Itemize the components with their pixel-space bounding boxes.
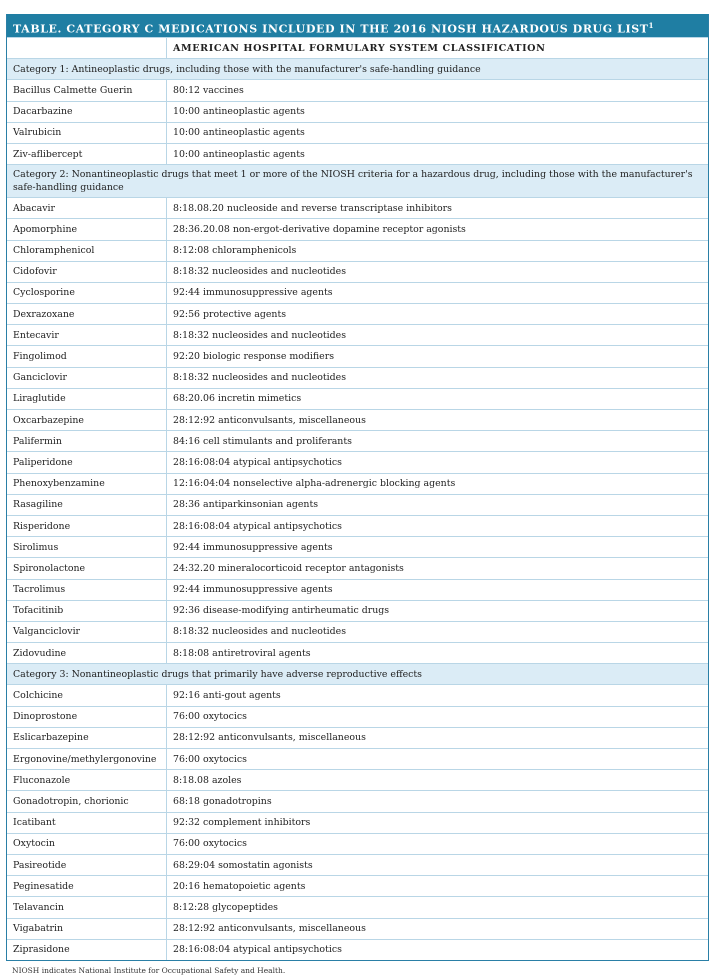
drug-name-cell: Entecavir	[7, 325, 167, 345]
table-row	[7, 409, 708, 430]
table-row	[7, 790, 708, 811]
classification-cell: 92:36 disease-modifying antirheumatic drugs	[173, 605, 390, 617]
drug-name-cell: Cyclosporine	[7, 283, 167, 303]
table-title-text: TABLE. CATEGORY C MEDICATIONS INCLUDED IN THE 2016 NIOSH HAZARDOUS DRUG LIST	[13, 22, 649, 36]
classification-cell: 80:12 vaccines	[173, 84, 244, 96]
classification-cell: 20:16 hematopoietic agents	[173, 880, 306, 892]
table-row	[7, 79, 708, 100]
drug-name-cell: Apomorphine	[7, 219, 167, 239]
table-row	[7, 727, 708, 748]
drug-name-cell: Spironolactone	[7, 558, 167, 578]
table-row	[7, 261, 708, 282]
table-row	[7, 218, 708, 239]
table-row	[7, 367, 708, 388]
table-row	[7, 282, 708, 303]
table-row	[7, 896, 708, 917]
drug-name-cell: Ergonovine/methylergonovine	[7, 749, 167, 769]
classification-cell: 8:18:08 antiretroviral agents	[173, 647, 311, 659]
table-row	[7, 918, 708, 939]
drug-name-cell: Palifermin	[7, 431, 167, 451]
classification-cell: 10:00 antineoplastic agents	[173, 127, 305, 139]
drug-name-cell: Sirolimus	[7, 537, 167, 557]
table-row	[7, 143, 708, 164]
classification-cell: 76:00 oxytocics	[173, 753, 247, 765]
classification-cell: 12:16:04:04 nonselective alpha-adrenergic blocking agents	[173, 478, 456, 490]
classification-cell: 8:18:32 nucleosides and nucleotides	[173, 329, 347, 341]
drug-name-cell: Chloramphenicol	[7, 241, 167, 261]
classification-cell: 92:20 biologic response modifiers	[173, 351, 335, 363]
table-row	[7, 473, 708, 494]
table-row	[7, 324, 708, 345]
classification-cell: 68:20.06 incretin mimetics	[173, 393, 302, 405]
drug-name-cell: Gonadotropin, chorionic	[7, 791, 167, 811]
drug-name-cell: Valganciclovir	[7, 622, 167, 642]
classification-cell: 28:16:08:04 atypical antipsychotics	[173, 944, 342, 956]
table-row	[7, 197, 708, 218]
table-row	[7, 600, 708, 621]
drug-name-cell: Dexrazoxane	[7, 304, 167, 324]
classification-cell: 28:16:08:04 atypical antipsychotics	[173, 456, 342, 468]
classification-cell: 68:18 gonadotropins	[173, 795, 272, 807]
classification-cell: 28:12:92 anticonvulsants, miscellaneous	[173, 414, 366, 426]
drug-name-cell: Tacrolimus	[7, 580, 167, 600]
drug-name-cell: Liraglutide	[7, 389, 167, 409]
drug-name-cell: Telavancin	[7, 897, 167, 917]
drug-name-cell: Paliperidone	[7, 452, 167, 472]
table-row	[7, 122, 708, 143]
drug-name-cell: Eslicarbazepine	[7, 728, 167, 748]
classification-cell: 8:18:32 nucleosides and nucleotides	[173, 372, 347, 384]
table-row	[7, 430, 708, 451]
table-row	[7, 579, 708, 600]
table-row	[7, 833, 708, 854]
classification-cell: 8:18.08.20 nucleoside and reverse transcriptase inhibitors	[173, 202, 452, 214]
table-row	[7, 494, 708, 515]
medications-table	[6, 14, 709, 961]
drug-name-cell: Peginesatide	[7, 876, 167, 896]
classification-cell: 92:56 protective agents	[173, 308, 287, 320]
table-row	[7, 240, 708, 261]
drug-name-cell: Phenoxybenzamine	[7, 474, 167, 494]
table-row	[7, 303, 708, 324]
classification-cell: 24:32.20 mineralocorticoid receptor antagonists	[173, 562, 404, 574]
footnote: NIOSH indicates National Institute for Occupational Safety and Health.	[12, 966, 286, 975]
drug-name-cell: Bacillus Calmette Guerin	[7, 80, 167, 100]
table-row	[7, 345, 708, 366]
table-row	[7, 536, 708, 557]
column-header-drug	[7, 38, 167, 58]
drug-name-cell: Fluconazole	[7, 770, 167, 790]
classification-cell: 76:00 oxytocics	[173, 711, 247, 723]
classification-cell: 92:44 immunosuppressive agents	[173, 584, 333, 596]
classification-cell: 28:16:08:04 atypical antipsychotics	[173, 520, 342, 532]
table-body	[7, 58, 708, 960]
classification-cell: 8:18:32 nucleosides and nucleotides	[173, 626, 347, 638]
drug-name-cell: Fingolimod	[7, 346, 167, 366]
table-row	[7, 388, 708, 409]
table-row	[7, 101, 708, 122]
table-row	[7, 939, 708, 960]
classification-cell: 8:12:08 chloramphenicols	[173, 245, 297, 257]
classification-cell: 8:18.08 azoles	[173, 774, 242, 786]
table-row	[7, 748, 708, 769]
classification-cell: 92:44 immunosuppressive agents	[173, 287, 333, 299]
drug-name-cell: Dinoprostone	[7, 707, 167, 727]
drug-name-cell: Oxytocin	[7, 834, 167, 854]
drug-name-cell: Ganciclovir	[7, 368, 167, 388]
drug-name-cell: Valrubicin	[7, 123, 167, 143]
table-row	[7, 875, 708, 896]
classification-cell: 92:32 complement inhibitors	[173, 817, 311, 829]
table-row	[7, 515, 708, 536]
column-header-row	[7, 37, 708, 58]
table-row	[7, 621, 708, 642]
drug-name-cell: Risperidone	[7, 516, 167, 536]
drug-name-cell: Colchicine	[7, 685, 167, 705]
drug-name-cell: Ziv-aflibercept	[7, 144, 167, 164]
table-row	[7, 642, 708, 663]
classification-cell: 28:36.20.08 non-ergot-derivative dopamine receptor agonists	[173, 223, 466, 235]
drug-name-cell: Dacarbazine	[7, 102, 167, 122]
table-row	[7, 854, 708, 875]
drug-name-cell: Cidofovir	[7, 262, 167, 282]
category-header-row: Category 3: Nonantineoplastic drugs that primarily have adverse reproductive effects	[7, 663, 708, 684]
drug-name-cell: Icatibant	[7, 813, 167, 833]
drug-name-cell: Oxcarbazepine	[7, 410, 167, 430]
title-reference: 1	[648, 21, 655, 30]
classification-cell: 8:18:32 nucleosides and nucleotides	[173, 266, 347, 278]
classification-cell: 76:00 oxytocics	[173, 838, 247, 850]
table-row	[7, 451, 708, 472]
table-row	[7, 812, 708, 833]
drug-name-cell: Ziprasidone	[7, 940, 167, 960]
category-header-row: Category 1: Antineoplastic drugs, including those with the manufacturer's safe-handling guidance	[7, 58, 708, 79]
category-header-row: Category 2: Nonantineoplastic drugs that meet 1 or more of the NIOSH criteria for a hazardous drug, including those with the manufacturer's safe-handling guidance	[7, 164, 708, 197]
classification-cell: 28:12:92 anticonvulsants, miscellaneous	[173, 923, 366, 935]
table-row	[7, 684, 708, 705]
table-title	[7, 14, 708, 37]
column-header-classification: AMERICAN HOSPITAL FORMULARY SYSTEM CLASSIFICATION	[173, 42, 546, 54]
drug-name-cell: Vigabatrin	[7, 919, 167, 939]
classification-cell: 10:00 antineoplastic agents	[173, 106, 305, 118]
classification-cell: 8:12:28 glycopeptides	[173, 901, 278, 913]
classification-cell: 84:16 cell stimulants and proliferants	[173, 435, 352, 447]
table-row	[7, 769, 708, 790]
drug-name-cell: Tofacitinib	[7, 601, 167, 621]
classification-cell: 92:44 immunosuppressive agents	[173, 541, 333, 553]
classification-cell: 68:29:04 somostatin agonists	[173, 859, 313, 871]
drug-name-cell: Rasagiline	[7, 495, 167, 515]
drug-name-cell: Abacavir	[7, 198, 167, 218]
classification-cell: 28:12:92 anticonvulsants, miscellaneous	[173, 732, 366, 744]
drug-name-cell: Zidovudine	[7, 643, 167, 663]
drug-name-cell: Pasireotide	[7, 855, 167, 875]
classification-cell: 10:00 antineoplastic agents	[173, 148, 305, 160]
classification-cell: 92:16 anti-gout agents	[173, 690, 281, 702]
classification-cell: 28:36 antiparkinsonian agents	[173, 499, 319, 511]
table-row	[7, 557, 708, 578]
table-row	[7, 706, 708, 727]
